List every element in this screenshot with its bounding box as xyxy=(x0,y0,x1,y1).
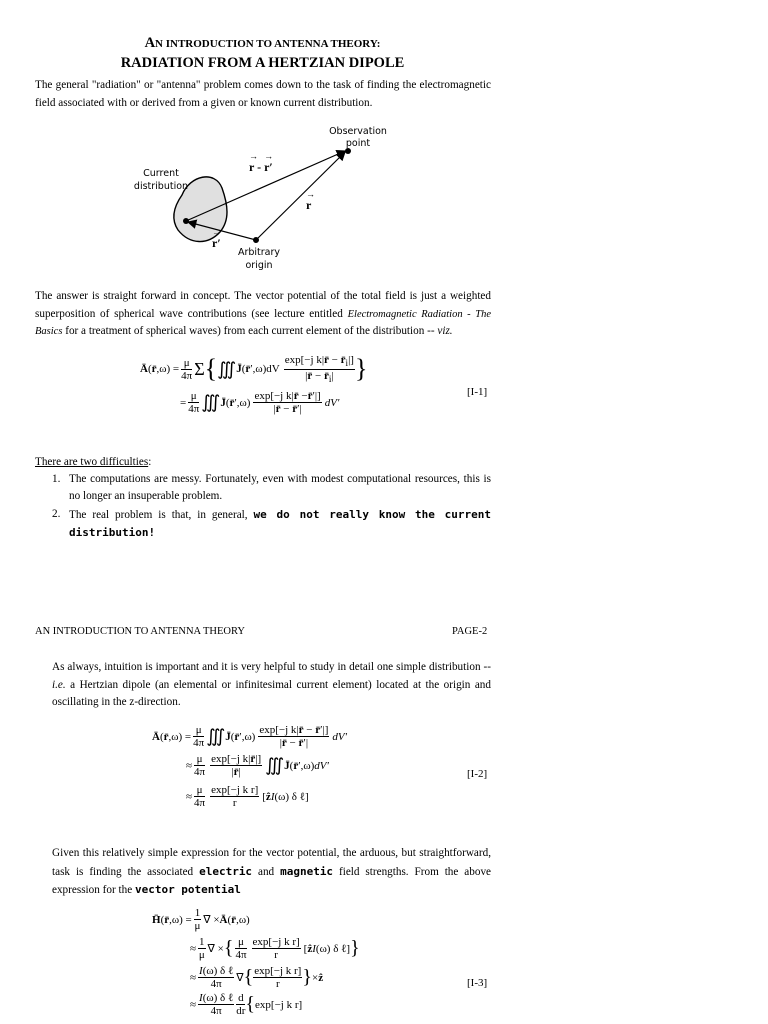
difficulties-heading: There are two difficulties: xyxy=(35,456,152,468)
concept-paragraph: The answer is straight forward in concept. The vector potential of the total field is just a weighted superposition of spherical wave contributions (see lecture entitled Electromagnetic Radiation - The Basics for a treatment of spherical waves) from each current element of the distribution -- viz. xyxy=(35,290,492,337)
origin-point xyxy=(253,237,259,243)
difficulties-list xyxy=(52,471,491,542)
equation-i-1-number: [I-1] xyxy=(467,386,488,398)
source-point xyxy=(183,218,189,224)
page-number: PAGE-2 xyxy=(452,626,488,637)
equation-i-2: Ā ( r̄ ,ω) = $\frac{\mu}{4\pi}$ ∭ J̄ ( r̄ ′,ω) $\frac{\text{exp[−j k|r̄ − r̄′|]}}{|r̄ - r̄'|}$ dV′ ≈ $\frac{\mu}{4\pi}$ $\frac{\text{exp[−j k|r̄|]}}{|r̄|}$ ∭ J̄ ( r̄ ′,ω) dV′ ≈ $\frac{\mu}{4\pi}$ $\frac{\text{exp[−j k r]}}{r}$ [ ẑ I (ω) δ ℓ] xyxy=(152,724,348,809)
list-item: 1. The computations are messy. Fortunately, even with modest computational resources, this is no longer an insuperable problem. xyxy=(52,473,491,502)
equation-i-2-number: [I-2] xyxy=(467,768,488,780)
vector-r-label: → r xyxy=(306,189,315,212)
hertzian-intro-paragraph: As always, intuition is important and it is very helpful to study in detail one simple distribution -- i.e. a Hertzian dipole (an elemental or infinitesimal current element) located at the origin and oscillating in the z-direction. xyxy=(52,661,491,708)
field-strength-paragraph: Given this relatively simple expression for the vector potential, the arduous, but straightforward, task is finding the associated electric and magnetic field strengths. From the above expression for the vector potential xyxy=(52,847,492,896)
title-line-1: AN INTRODUCTION TO ANTENNA THEORY: xyxy=(144,35,381,51)
page-header-left: AN INTRODUCTION TO ANTENNA THEORY xyxy=(35,626,245,637)
current-distribution-label: Current distribution xyxy=(133,168,189,192)
equation-i-1: Ā ( r̄ ,ω) = $\frac{\mu}{4\pi}$ Σ { ∭ J̄ ( r̄ ′,ω)dV $\frac{\exp[-j k|r̄ - r̄_i|]}{|r̄ - r̄_i|}$ } = $\frac{\mu}{4\pi}$ ∭ J̄ ( r̄ ′,ω) $\frac{\text{exp[−j k|r̄ −r̄′|]}}{|r̄ - r̄'|}$ dV′ xyxy=(140,354,368,415)
equation-i-3-number: [I-3] xyxy=(467,977,488,989)
list-item: 2. The real problem is that, in general, we do not really know the current distribution! xyxy=(52,508,491,539)
vector-rprime-label: → r′ xyxy=(212,227,221,250)
page-title xyxy=(0,34,525,73)
equation-i-3: H̄ ( r̄ ,ω) = $\frac{1}{\mu}$ ∇̄ × Ā ( r̄ ,ω) ≈ $\frac{1}{\mu}$ ∇̄ × { $\frac{\mu}{4\pi}$ $\frac{\text{exp[−j k r]}}{r}$ [ ẑ I (ω) δ ℓ] } ≈ $\frac{\text{I(ω) δ ℓ}}{4\pi}$ ∇̄ { $\frac{\text{exp[−j k r]}}{r}$ } × ẑ ≈ $\frac{\text{I(ω) δ ℓ}}{4\pi}$ $\frac{d}{dr}$ { exp[−j k r] xyxy=(152,907,360,1017)
intro-paragraph: The general "radiation" or "antenna" problem comes down to the task of finding the electromagnetic field associated with or derived from a given or known current distribution. xyxy=(35,79,491,109)
observation-point-label: Observation point xyxy=(329,126,387,149)
title-line-2: RADIATION FROM A HERTZIAN DIPOLE xyxy=(120,55,405,71)
vector-r-minus-rprime-label: → r - → r′ xyxy=(249,151,274,174)
arbitrary-origin-label: Arbitrary origin xyxy=(237,247,281,271)
